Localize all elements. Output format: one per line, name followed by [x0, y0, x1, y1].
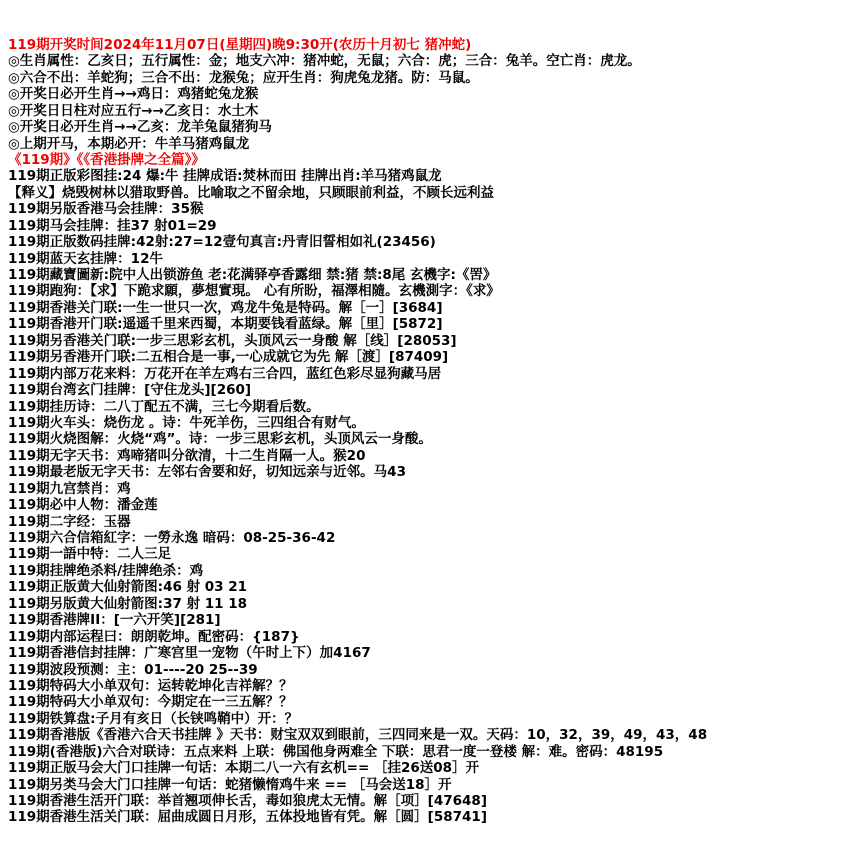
- text-line: 119期香港开门联:遥遥千里来西蜀，本期要钱看蓝绿。解［里］[5872]: [8, 316, 443, 333]
- text-line: 119期藏寶圖新:院中人出锁游鱼 老:花满驿亭香露细 禁:猪 禁:8尾 玄機字:《罟》: [8, 267, 497, 284]
- text-line: 119期另版黄大仙射箭图:37 射 11 18: [8, 595, 248, 612]
- text-line: ◎六合不出：羊蛇狗；三合不出：龙猴兔；应开生肖：狗虎兔龙猪。防：马鼠。: [8, 69, 479, 86]
- text-line: 119期香港生活关门联：屈曲成圆日月形，五体投地皆有凭。解［圆］[58741]: [8, 809, 487, 826]
- text-line: 119期香港关门联:一生一世只一次，鸡龙牛兔是特码。解［一］[3684]: [8, 299, 443, 316]
- text-line: ◎开奖日必开生肖→→乙亥：龙羊兔鼠猪狗马: [8, 119, 272, 136]
- text-line: 119期另版香港马会挂牌：35猴: [8, 201, 204, 218]
- text-line: 【释义】烧毁树林以猎取野兽。比喻取之不留余地，只顾眼前利益，不顾长远利益: [8, 184, 494, 201]
- text-line: 119期正版彩图挂:24 爆:牛 挂牌成语:焚林而田 挂牌出肖:羊马猪鸡鼠龙: [8, 168, 442, 185]
- text-line: ◎生肖属性：乙亥日；五行属性：金；地支六冲：猪冲蛇，无鼠；六合：虎；三合：兔羊。空亡肖：虎龙。: [8, 53, 641, 70]
- text-line: 119期波段预测：主：01----20 25--39: [8, 661, 258, 678]
- text-line: 119期台湾玄门挂牌：[守住龙头][260]: [8, 382, 252, 399]
- content-lines: [8, 37, 849, 826]
- text-line: 119期火烧图解：火烧“鸡”。诗：一步三思彩玄机，头顶风云一身酸。: [8, 431, 432, 448]
- text-line: ◎开奖日日柱对应五行→→乙亥日：水土木: [8, 102, 259, 119]
- text-line: 119期正版黄大仙射箭图:46 射 03 21: [8, 579, 248, 596]
- text-line: 119期蓝天玄挂牌：12牛: [8, 250, 163, 267]
- text-line: 119期铁算盘:子月有亥日（长铗鸣鞘中）开：？: [8, 710, 299, 727]
- text-line: 119期最老版无字天书：左邻右舍要和好，切知远亲与近邻。马43: [8, 464, 406, 481]
- text-line: 119期香港生活开门联：举首翘项伸长舌，毒如狼虎太无情。解［项］[47648]: [8, 793, 487, 810]
- text-line: 119期(香港版)六合对联诗：五点来料 上联：佛国他身两难全 下联：思君一度一登楼 解：难。密码：48195: [8, 743, 664, 760]
- text-line: 119期特码大小单双句：运转乾坤化吉祥解？？: [8, 677, 293, 694]
- heading-line: 119期开奖时间2024年11月07日(星期四)晚9:30开(农历十月初七 猪冲蛇): [8, 36, 472, 53]
- text-line: 119期另香港开门联:二五相合是一事,一心成就它为先 解［渡］[87409]: [8, 349, 449, 366]
- text-line: 119期挂牌绝杀料/挂牌绝杀：鸡: [8, 562, 204, 579]
- text-line: 119期挂历诗：二八丁配五不满，三七今期看后数。: [8, 398, 320, 415]
- text-line: 119期另香港关门联:一步三思彩玄机，头顶风云一身酸 解［线］[28053]: [8, 332, 457, 349]
- text-line: 119期六合信箱紅字：一勞永逸 暗码：08-25-36-42: [8, 530, 336, 547]
- text-line: 119期正版数码挂牌:42射:27=12壹句真言:丹青旧誓相如礼(23456): [8, 234, 436, 251]
- text-line: 119期二字经：玉器: [8, 513, 131, 530]
- text-line: 119期特码大小单双句：今期定在一三五解？？: [8, 694, 293, 711]
- text-line: 119期香港版《香港六合天书挂牌 》天书：财宝双双到眼前，三四同来是一双。天码：10，32，39，49，43，48: [8, 727, 708, 744]
- text-line: 119期内部万花来料：万花开在羊左鸡右三合四，蓝红色彩尽显狗藏马居: [8, 365, 442, 382]
- text-line: 119期必中人物：潘金莲: [8, 497, 158, 514]
- text-line: ◎开奖日必开生肖→→鸡日：鸡猪蛇兔龙猴: [8, 86, 259, 103]
- text-line: 119期火车头：烧伤龙 。诗：牛死羊伤，三四组合有财气。: [8, 414, 365, 431]
- text-line: 119期一語中特：二人三足: [8, 546, 172, 563]
- text-line: 119期香港牌II：[一六开笑][281]: [8, 612, 221, 629]
- text-line: 119期内部运程曰：朗朗乾坤。配密码：{187}: [8, 628, 300, 645]
- text-line: ◎上期开马，本期必开：牛羊马猪鸡鼠龙: [8, 135, 250, 152]
- text-line: 119期马会挂牌：挂37 射01=29: [8, 217, 217, 234]
- text-line: 119期跑狗：【求】下跪求願，夢想實現。 心有所盼，福澤相隨。玄機測字：《求》: [8, 283, 500, 300]
- text-line: 119期另类马会大门口挂牌一句话：蛇猪懒惰鸡牛来 == ［马会送18］开: [8, 776, 452, 793]
- text-line: 119期九宫禁肖：鸡: [8, 480, 131, 497]
- text-line: 119期香港信封挂牌：广寒宫里一宠物（午时上下）加4167: [8, 645, 371, 662]
- heading-line: 《119期》《《香港掛牌之全篇》》: [8, 151, 205, 168]
- text-line: 119期无字天书：鸡啼猪叫分欲清，十二生肖隔一人。猴20: [8, 447, 366, 464]
- text-line: 119期正版马会大门口挂牌一句话：本期二八一六有玄机== ［挂26送08］开: [8, 760, 480, 777]
